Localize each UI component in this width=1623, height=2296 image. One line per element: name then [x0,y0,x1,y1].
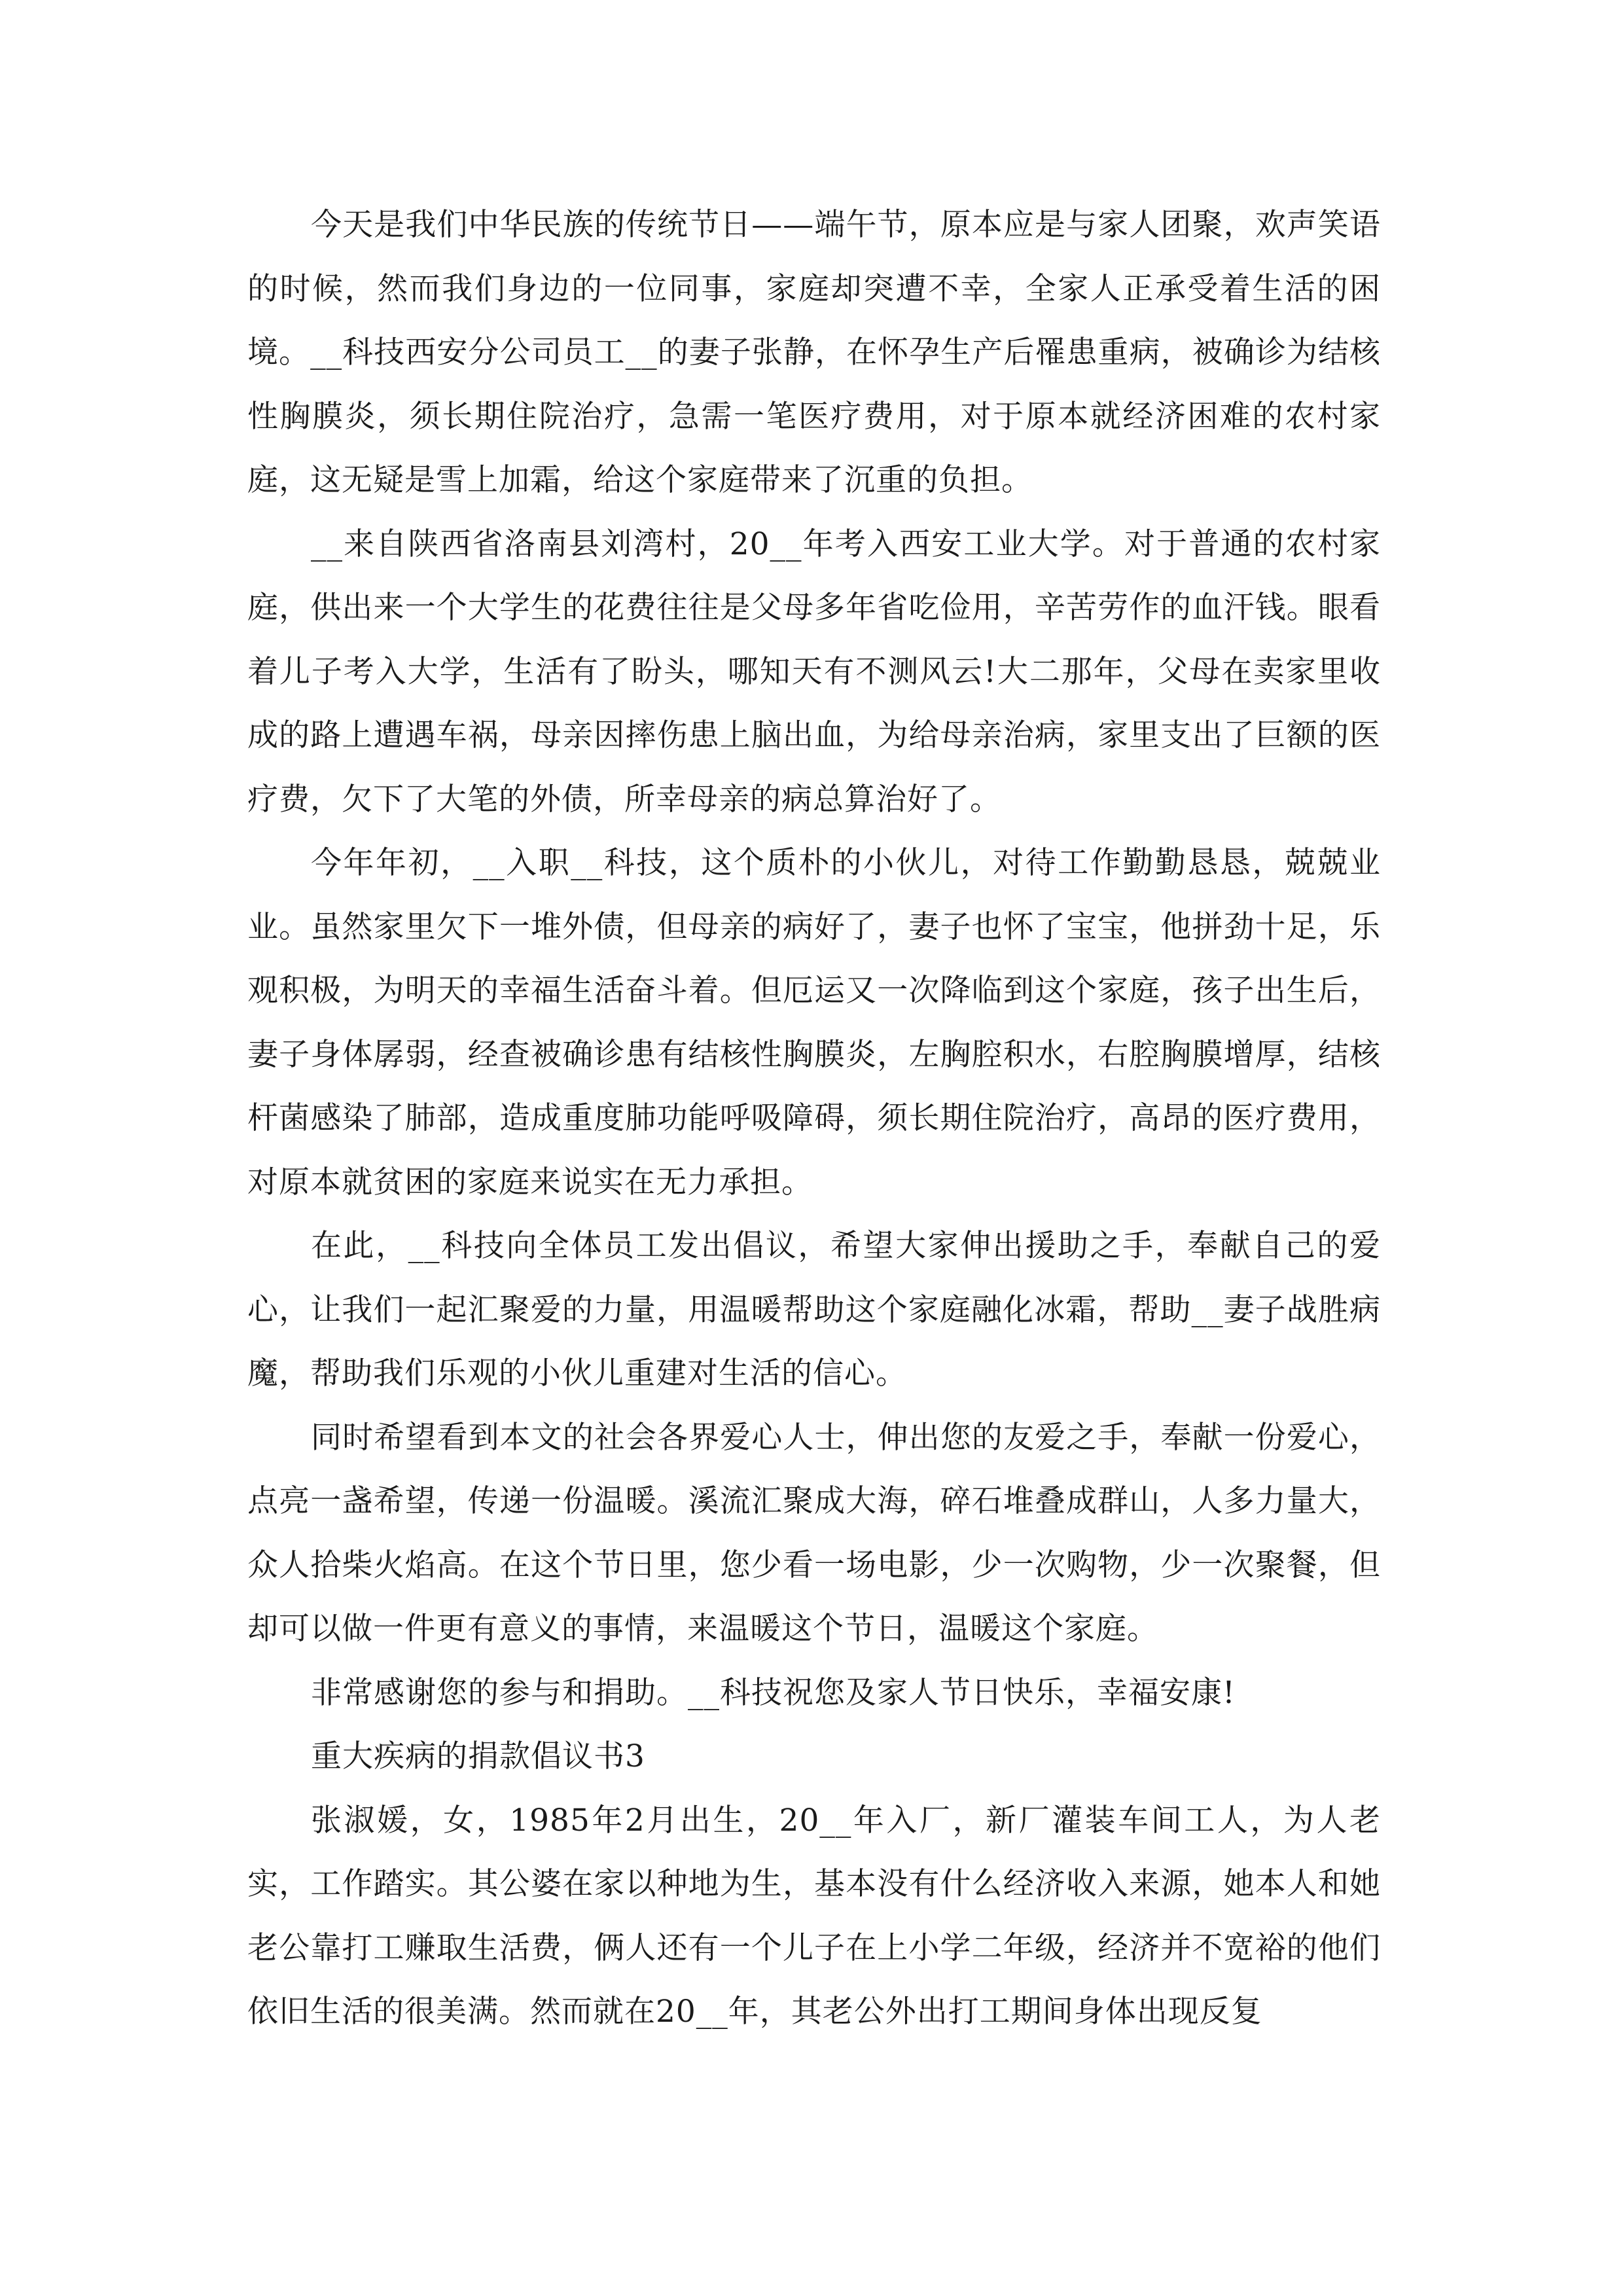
paragraph-company-appeal: 在此，__科技向全体员工发出倡议，希望大家伸出援助之手，奉献自己的爱心，让我们一起汇聚爱的力量，用温暖帮助这个家庭融化冰霜，帮助__妻子战胜病魔，帮助我们乐观的小伙儿重建对生活的信心。 [247,1228,1381,1391]
document-page [247,193,1381,2044]
section-heading: 重大疾病的捐款倡议书3 [311,1738,645,1774]
paragraph-second-case: 张淑媛，女，1985年2月出生，20__年入厂，新厂灌装车间工人，为人老实，工作踏实。其公婆在家以种地为生，基本没有什么经济收入来源，她本人和她老公靠打工赚取生活费，俩人还有一个儿子在上小学二年级，经济并不宽裕的他们依旧生活的很美满。然而就在20__年，其老公外出打工期间身体出现反复 [247,1802,1381,2030]
paragraph-family-background: __来自陕西省洛南县刘湾村，20__年考入西安工业大学。对于普通的农村家庭，供出来一个大学生的花费往往是父母多年省吃俭用，辛苦劳作的血汗钱。眼看着儿子考入大学，生活有了盼头，哪知天有不测风云!大二那年，父母在卖家里收成的路上遭遇车祸，母亲因摔伤患上脑出血，为给母亲治病，家里支出了巨额的医疗费，欠下了大笔的外债，所幸母亲的病总算治好了。 [247,526,1381,817]
paragraph-public-appeal: 同时希望看到本文的社会各界爱心人士，伸出您的友爱之手，奉献一份爱心，点亮一盏希望，传递一份温暖。溪流汇聚成大海，碎石堆叠成群山，人多力量大，众人拾柴火焰高。在这个节日里，您少看一场电影，少一次购物，少一次聚餐，但却可以做一件更有意义的事情，来温暖这个节日，温暖这个家庭。 [247,1419,1381,1647]
paragraph-thanks: 非常感谢您的参与和捐助。__科技祝您及家人节日快乐，幸福安康! [311,1674,1236,1711]
paragraph-illness-details: 今年年初，__入职__科技，这个质朴的小伙儿，对待工作勤勤恳恳，兢兢业业。虽然家里欠下一堆外债，但母亲的病好了，妻子也怀了宝宝，他拼劲十足，乐观积极，为明天的幸福生活奋斗着。但厄运又一次降临到这个家庭，孩子出生后，妻子身体孱弱，经查被确诊患有结核性胸膜炎，左胸腔积水，右腔胸膜增厚，结核杆菌感染了肺部，造成重度肺功能呼吸障碍，须长期住院治疗，高昂的医疗费用，对原本就贫困的家庭来说实在无力承担。 [247,845,1381,1200]
paragraph-dragon-boat-appeal: 今天是我们中华民族的传统节日——端午节，原本应是与家人团聚，欢声笑语的时候，然而我们身边的一位同事，家庭却突遭不幸，全家人正承受着生活的困境。__科技西安分公司员工__的妻子张静，在怀孕生产后罹患重病，被确诊为结核性胸膜炎，须长期住院治疗，急需一笔医疗费用，对于原本就经济困难的农村家庭，这无疑是雪上加霜，给这个家庭带来了沉重的负担。 [247,207,1381,498]
